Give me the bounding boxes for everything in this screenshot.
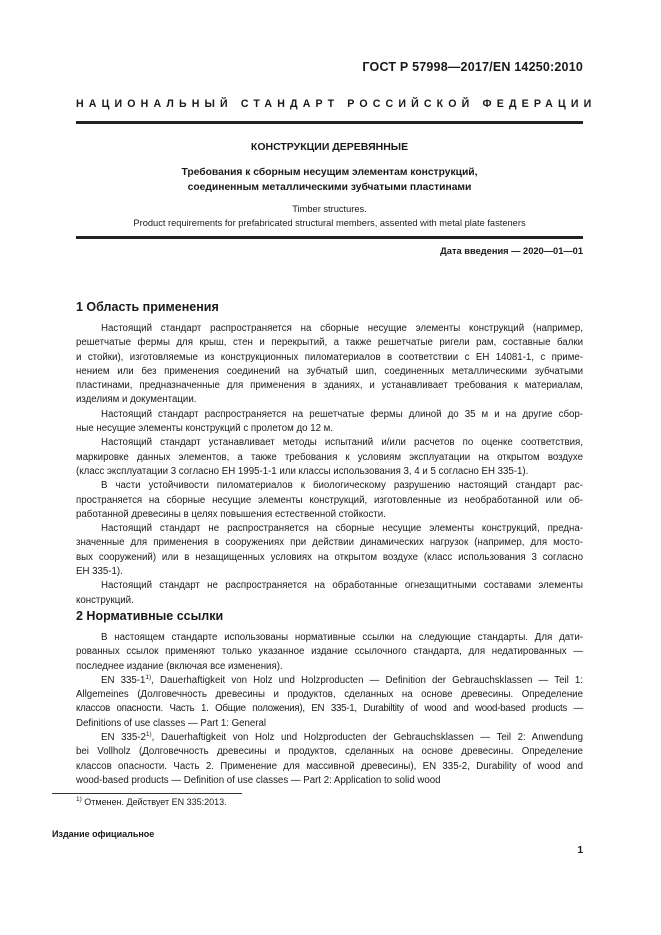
english-title [76,203,583,230]
section-2-line: последнее издание (включая все изменения). [76,660,283,672]
section-2-line: Allgemeines (Долговечность древесины и продуктов, сделанных на основе древесины. Определение [76,689,583,701]
english-title-line-1: Timber structures. [292,204,367,214]
reference-code: EN 335-1 [101,674,146,686]
section-2-line: В настоящем стандарте использованы нормативные ссылки на следующие стандарты. Для дати- [101,632,583,643]
footnote [76,797,227,807]
section-2-line: Definitions of use classes — Part 1: General [76,717,267,729]
document-title: КОНСТРУКЦИИ ДЕРЕВЯННЫЕ [250,141,409,153]
section-2-ref-2-line [76,731,583,745]
section-1-line: и стойки), изготовляемые из конструкционных пиломатериалов в соответствии с ЕН 14081-1, с приме- [76,351,583,363]
section-1-line: ные несущие элементы конструкций с пролетом до 12 м. [76,423,334,435]
section-2-line: классов опасности. Часть 2. Применение для массивной древесины), EN 335-2, Durability of wood and [76,760,583,772]
reference-text: , Dauerhaftigkeit von Holz und Holzproducten — Definition der Gebrauchsklassen — Teil 1: [151,674,583,686]
page-number: 1 [577,845,583,856]
section-1-line: Настоящий стандарт распространяется на решетчатые фермы длиной до 35 м и на другие сбор- [101,408,583,420]
title-rule [76,236,583,239]
section-1-line: В части устойчивости пиломатериалов к биологическому разрушению настоящий стандарт рас- [101,480,583,492]
introduction-date: Дата введения — 2020—01—01 [440,246,583,256]
footnote-text: Отменен. Действует EN 335:2013. [81,797,227,807]
subtitle-line-2: соединенным металлическими зубчатыми пластинами [187,181,472,193]
section-2-line: рованных ссылок применяют только указанное издание ссылочного стандарта, для недатированных — [76,646,583,658]
section-1-line: Настоящий стандарт не распространяется на обработанные огнезащитными составами элементы [101,580,583,592]
section-1-heading: 1 Область применения [76,300,219,314]
footnote-marker: 1) [145,731,152,739]
footnote-rule [52,793,242,794]
footnote-mark: 1) [76,796,82,803]
official-edition-label: Издание официальное [52,829,155,839]
section-1-line: вых сооружений) или в незащищенных условиях на открытом воздухе (класс использования 3 согласно [76,551,583,563]
section-1-line: пластинами, предназначенные для применения в зданиях, и устанавливает требования к материалам, [76,380,583,392]
section-1-line: пространяется на сборные несущие элементы конструкций, изготовленные из необработанной или об- [76,494,583,506]
section-1-line: ЕН 335-1). [76,566,123,578]
section-1-line: Настоящий стандарт не распространяется на сборные несущие элементы конструкций, предна- [101,523,583,535]
document-subtitle [76,166,583,195]
section-1-line: Настоящий стандарт устанавливает методы испытаний и/или расчетов по оценке соответствия, [101,437,583,449]
section-1-line: маркировке данных элементов, а также требования к условиям эксплуатации на открытом воздухе [76,451,583,463]
section-1-line: значенные для применения в сооружениях при действии динамических нагрузок (например, для мосто- [76,537,583,549]
reference-text: , Dauerhaftigkeit von Holz und Holzproducten der Gebrauchsklassen — Teil 2: Anwendung [151,732,583,744]
section-1-line: изделиям и документации. [76,394,197,406]
section-1-line: (класс эксплуатации 3 согласно ЕН 1995-1-1 или классы использования 3, 4 и 5 согласно ЕН 335-1). [76,465,529,477]
section-2-ref-1-line [76,674,583,688]
reference-code: EN 335-2 [101,732,146,744]
subtitle-line-1: Требования к сборным несущим элементам конструкций, [181,167,478,178]
section-2-line: wood-based products — Definition of use classes — Part 2: Application to solid wood [76,774,441,786]
section-1-line: решетчатые фермы для крыш, стен и перекрытий, а также решетчатые ригели рам, составные балки [76,337,583,349]
section-1-body [76,322,583,608]
section-2-body [76,631,583,788]
english-title-line-2: Product requirements for prefabricated structural members, assented with metal plate fasteners [133,217,526,228]
national-standard-label: НАЦИОНАЛЬНЫЙ СТАНДАРТ РОССИЙСКОЙ ФЕДЕРАЦИИ [76,98,597,110]
header-rule [76,121,583,124]
section-2-line: bei Vollholz (Долговечность древесины и продуктов, сделанных на основе древесины. Определение [76,746,583,758]
section-1-line: Настоящий стандарт распространяется на сборные несущие элементы конструкций (например, [101,323,583,334]
section-1-line: нением или без применения соединений на зубчатый шип, соединенных металлическими зубчатыми [76,365,583,377]
document-number: ГОСТ Р 57998—2017/EN 14250:2010 [362,60,583,74]
section-2-heading: 2 Нормативные ссылки [76,609,224,623]
section-1-line: работанной древесины в целях повышения естественной стойкости. [76,508,386,520]
footnote-marker: 1) [145,673,152,681]
section-1-line: конструкций. [76,594,134,606]
section-2-line: классов опасности. Часть 1. Общие положения), EN 335-1, Durabiltity of wood and wood-based products — [76,703,583,715]
